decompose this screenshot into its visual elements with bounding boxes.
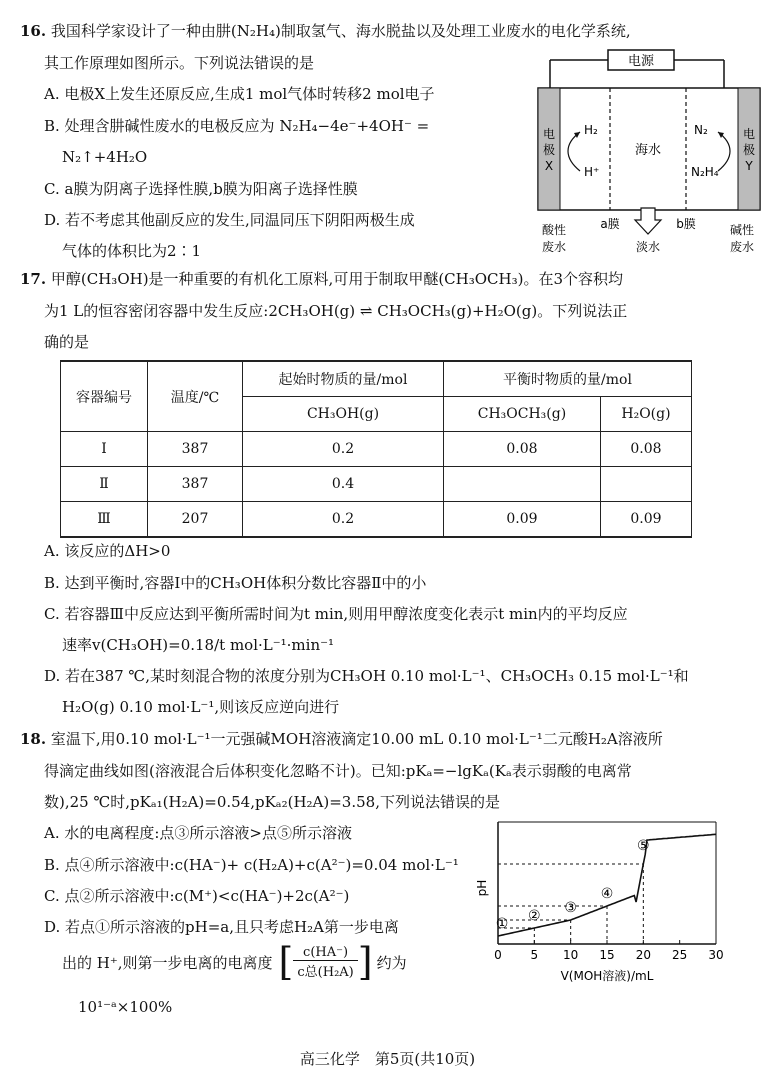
svg-text:电: 电 [542,127,556,141]
th-container: 容器编号 [61,361,148,432]
q16-option-c: C. a膜为阴离子选择性膜,b膜为阳离子选择性膜 [44,180,358,198]
q18-d2b: 约为 [376,953,407,972]
q17-stem1: 甲醇(CH₃OH)是一种重要的有机化工原料,可用于制取甲醚(CH₃OCH₃)。在3个容积均 [50,270,624,288]
th-eq: 平衡时物质的量/mol [444,361,692,397]
q18-option-c: C. 点②所示溶液中:c(M⁺)<c(HA⁻)+2c(A²⁻) [44,887,350,905]
svg-text:电: 电 [742,127,756,141]
q16-option-b-line2: N₂↑+4H₂O [62,148,148,166]
right-bottom-label: N₂H₄ [691,165,719,179]
th-sub-eq2: H₂O(g) [600,397,691,432]
q16-stem-line1 [20,20,631,42]
point-label: ④ [600,886,614,902]
right-top-label: N₂ [694,123,708,137]
q16-option-d-line2: 气体的体积比为2∶1 [62,242,202,260]
table-row: Ⅲ 207 0.2 0.09 0.09 [61,502,692,538]
table-row: Ⅰ 387 0.2 0.08 0.08 [61,432,692,467]
th-start: 起始时物质的量/mol [243,361,444,397]
svg-text:极: 极 [742,143,756,157]
q18-option-d-line2: 出的 H⁺,则第一步电离的电离度 [ $\frac{c(HA^-)}{\text{c总(H₂A)}}$ ] 约为 [62,940,407,984]
q16-stem2: 其工作原理如图所示。下列说法错误的是 [44,54,315,72]
point-label: ① [495,916,509,932]
q18-stem1: 室温下,用0.10 mol·L⁻¹一元强碱MOH溶液滴定10.00 mL 0.10 mol·L⁻¹二元酸H₂A溶液所 [50,730,663,748]
q17-number: 17. [20,270,47,288]
point-label: ③ [564,900,577,916]
q16-option-a: A. 电极X上发生还原反应,生成1 mol气体时转移2 mol电子 [44,85,435,103]
x-tick-label: 20 [635,948,651,962]
left-top-label: H₂ [584,123,598,137]
q18-stem2: 得滴定曲线如图(溶液混合后体积变化忽略不计)。已知:pKₐ=−lgKₐ(Kₐ表示弱酸的电离常 [44,762,632,780]
point-label: ⑤ [637,838,650,854]
page-footer: 高三化学 第5页(共10页) [299,1050,476,1068]
point-label: ② [528,908,541,924]
q18-fraction: $\frac{c(HA^-)}{\text{c总(H₂A)}}$ [293,945,357,980]
svg-text:废水: 废水 [729,240,755,254]
middle-label: 海水 [634,143,662,158]
q16-number: 16. [20,22,47,40]
th-temp: 温度/℃ [148,361,243,432]
q16-option-b-line1: B. 处理含肼碱性废水的电极反应为 N₂H₄−4e⁻+4OH⁻ = [44,117,430,135]
svg-text:X: X [544,159,554,173]
q17-table [60,360,692,538]
th-sub-eq1: CH₃OCH₃(g) [444,397,601,432]
x-tick-label: 30 [708,948,724,962]
q18-option-a: A. 水的电离程度:点③所示溶液>点⑤所示溶液 [44,824,352,842]
fresh-water-label: 淡水 [635,240,661,254]
q17-stem3: 确的是 [44,333,90,351]
q16-option-d-line1: D. 若不考虑其他副反应的发生,同温同压下阴阳两极生成 [44,211,415,229]
q18-option-d-line3: 10¹⁻ᵃ×100% [78,998,173,1016]
fresh-water-arrow [635,208,661,234]
q17-option-c-line2: 速率v(CH₃OH)=0.18/t mol·L⁻¹·min⁻¹ [62,636,335,654]
x-tick-label: 5 [530,948,539,962]
q17-option-c-line1: C. 若容器Ⅲ中反应达到平衡所需时间为t min,则用甲醇浓度变化表示t min内的平均反应 [44,605,628,623]
svg-text:Y: Y [745,159,753,173]
q18-option-b: B. 点④所示溶液中:c(HA⁻)+ c(H₂A)+c(A²⁻)=0.04 mol·L⁻¹ [44,856,459,874]
q17-option-a: A. 该反应的ΔH>0 [44,542,171,560]
membrane-b-label: b膜 [676,217,696,231]
q17-option-d-line2: H₂O(g) 0.10 mol·L⁻¹,则该反应逆向进行 [62,698,340,716]
svg-text:废水: 废水 [541,240,567,254]
membrane-a-label: a膜 [600,217,620,231]
table-row: Ⅱ 387 0.4 [61,467,692,502]
q18-stem3: 数),25 ℃时,pKₐ₁(H₂A)=0.54,pKₐ₂(H₂A)=3.58,下列说法错误的是 [44,793,500,811]
y-axis-label: pH [476,879,489,897]
th-sub-start: CH₃OH(g) [243,397,444,432]
q17-stem2: 为1 L的恒容密闭容器中发生反应:2CH₃OH(g) ⇌ CH₃OCH₃(g)+H₂O(g)。下列说法正 [44,302,628,320]
svg-text:碱性: 碱性 [729,223,755,237]
q18-option-d-line1: D. 若点①所示溶液的pH=a,且只考虑H₂A第一步电离 [44,918,399,936]
x-tick-label: 15 [599,948,615,962]
left-bottom-label: H⁺ [584,165,600,179]
power-label: 电源 [627,54,655,69]
q18-titration-chart [476,818,726,998]
q18-stem-line1 [20,728,663,750]
svg-text:酸性: 酸性 [541,223,567,237]
x-axis-label: V(MOH溶液)/mL [560,969,654,983]
q16-electrochem-figure [528,46,768,261]
q16-stem1: 我国科学家设计了一种由肼(N₂H₄)制取氢气、海水脱盐以及处理工业废水的电化学系统, [50,22,631,40]
q17-option-b: B. 达到平衡时,容器Ⅰ中的CH₃OH体积分数比容器Ⅱ中的小 [44,574,427,592]
svg-text:极: 极 [542,143,556,157]
x-tick-label: 25 [672,948,688,962]
q17-option-d-line1: D. 若在387 ℃,某时刻混合物的浓度分别为CH₃OH 0.10 mol·L⁻¹、CH₃OCH₃ 0.15 mol·L⁻¹和 [44,667,689,685]
x-tick-label: 10 [563,948,579,962]
x-tick-label: 0 [494,948,502,962]
q18-d2a: 出的 H⁺,则第一步电离的电离度 [62,953,273,972]
q17-stem-line1 [20,268,623,290]
q18-number: 18. [20,730,47,748]
